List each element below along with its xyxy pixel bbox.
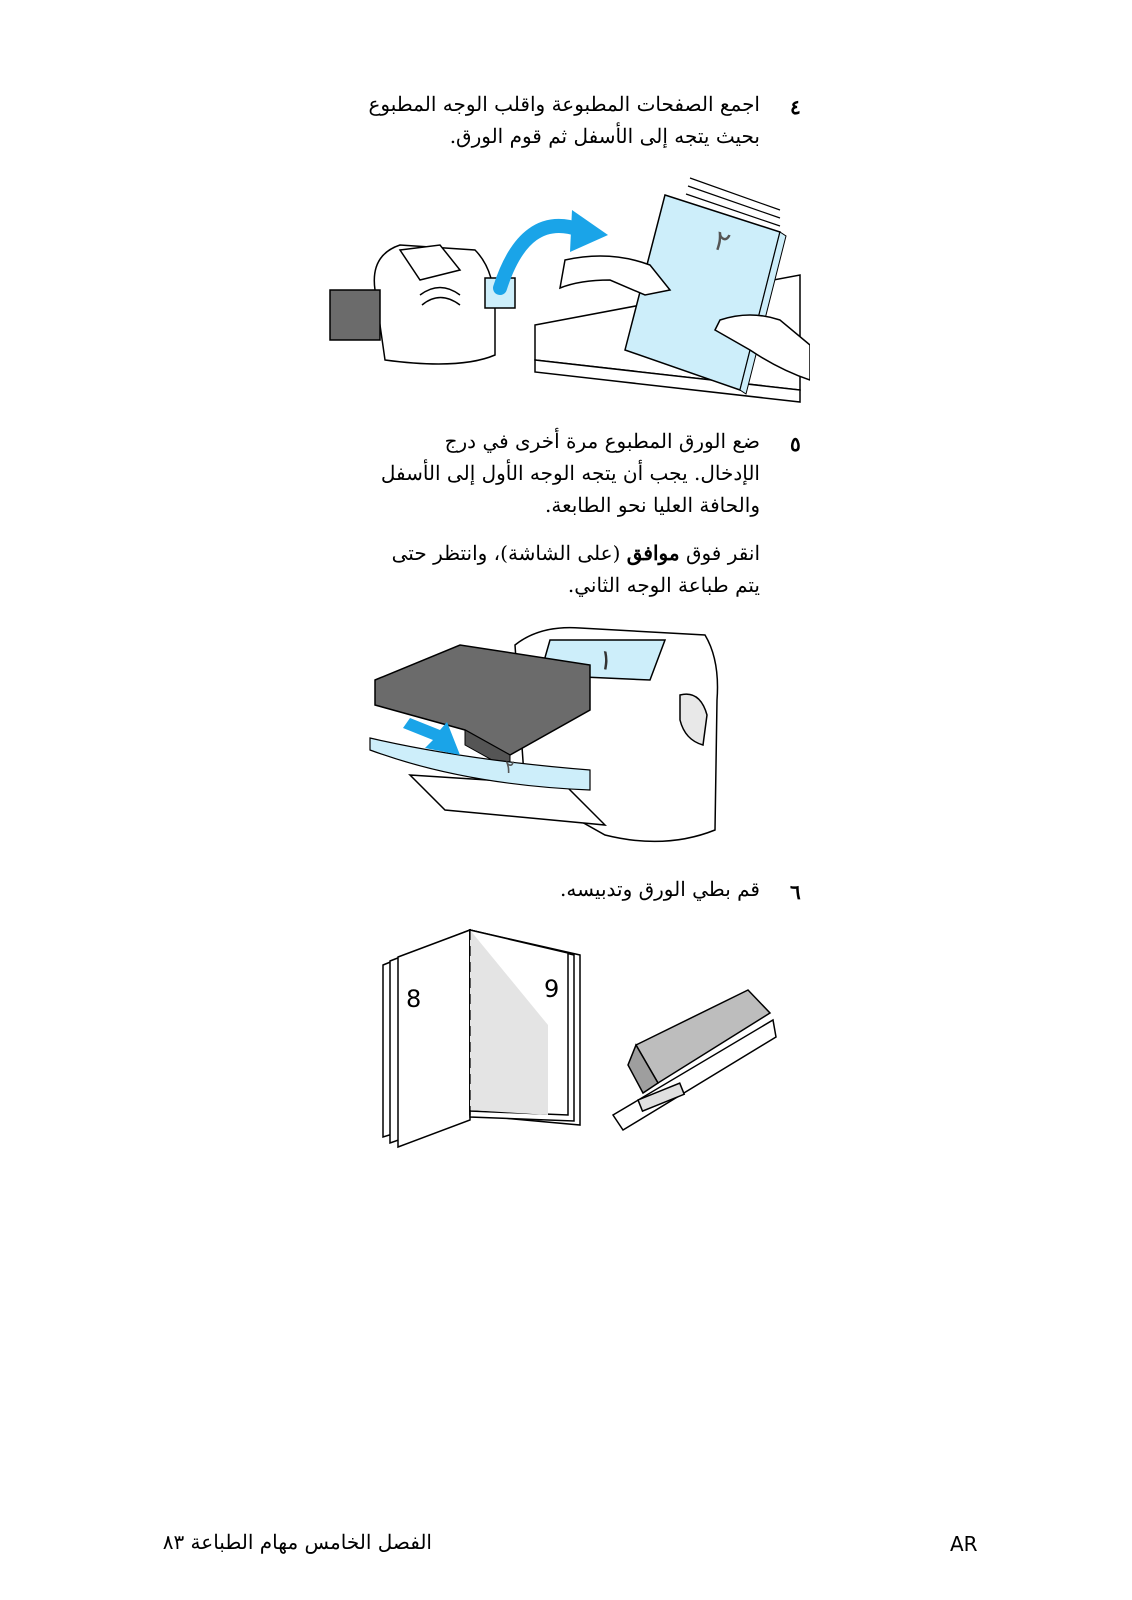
step-6-text	[560, 873, 760, 905]
footer-chapter: الفصل الخامس مهام الطباعة ٨٣	[162, 1530, 432, 1554]
step-6-number: ٦	[790, 880, 801, 904]
press-ok-line-2: يتم طباعة الوجه الثاني.	[567, 573, 760, 597]
footer-language: AR	[950, 1532, 978, 1556]
step-5-text	[381, 425, 760, 521]
stack-page-label: ٢	[709, 223, 735, 260]
press-ok-instruction	[392, 537, 760, 601]
step-4-number: ٤	[790, 95, 801, 119]
step-6-line-1: قم بطي الورق وتدبيسه.	[560, 877, 760, 901]
printer-tray-illustration	[365, 620, 735, 850]
booklet-right-page-number: 9	[544, 975, 560, 1003]
stack-pages-illustration	[310, 170, 810, 415]
ok-keyword: موافق	[626, 541, 680, 565]
press-ok-line-1	[392, 537, 760, 569]
booklet-left-page-number: 8	[406, 985, 422, 1013]
booklet-stapler-illustration	[378, 925, 788, 1155]
step-5-line-3: والحافة العليا نحو الطابعة.	[545, 493, 760, 517]
step-5-line-2: الإدخال. يجب أن يتجه الوجه الأول إلى الأسفل	[380, 461, 760, 485]
step-5-number: ٥	[790, 432, 801, 456]
step-4-text	[368, 88, 760, 152]
step-4-line-2: بحيث يتجه إلى الأسفل ثم قوم الورق.	[449, 124, 760, 148]
press-ok-prefix: انقر فوق	[679, 541, 760, 565]
step-5-line-1: ضع الورق المطبوع مرة أخرى في درج	[444, 429, 760, 453]
step-4-line-1: اجمع الصفحات المطبوعة واقلب الوجه المطبوع	[368, 92, 760, 116]
envelope-label: ٢	[505, 757, 515, 778]
tray-page-label: ١	[595, 642, 617, 678]
press-ok-suffix: (على الشاشة)، وانتظر حتى	[391, 541, 627, 565]
